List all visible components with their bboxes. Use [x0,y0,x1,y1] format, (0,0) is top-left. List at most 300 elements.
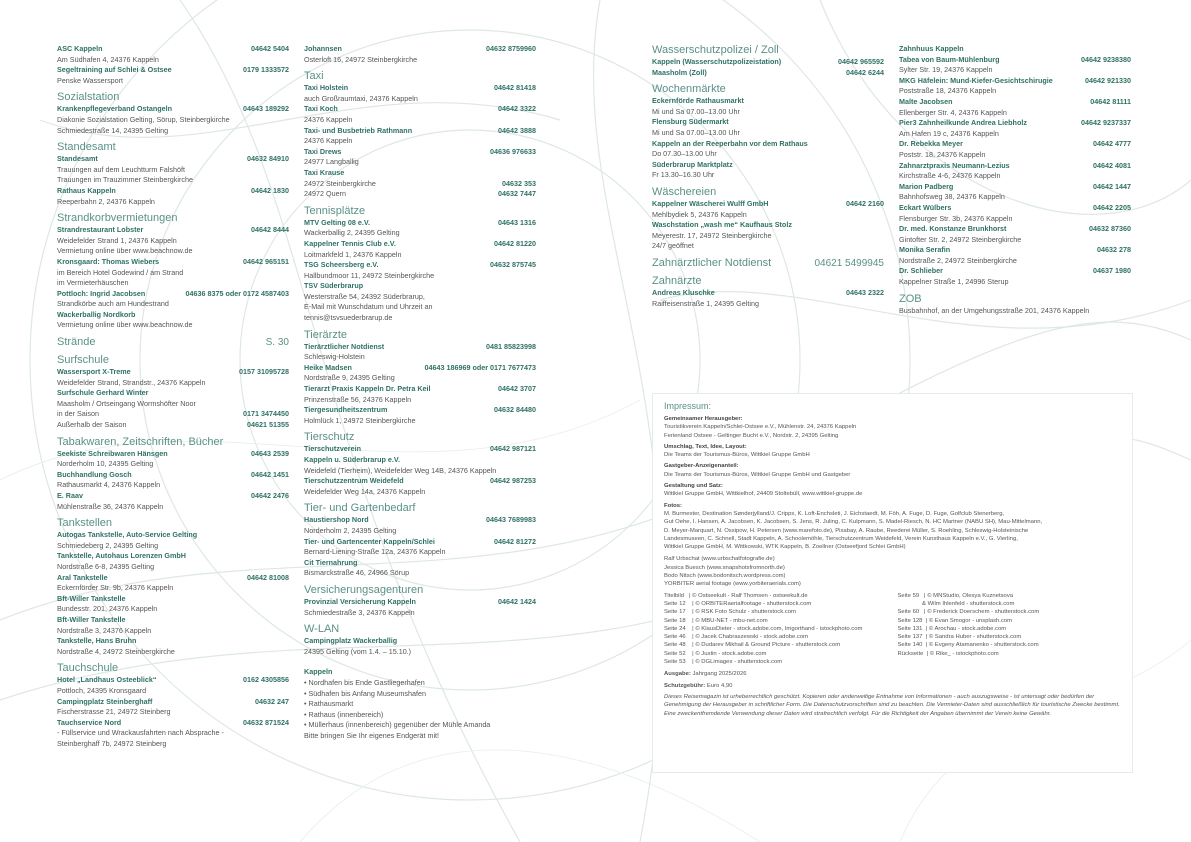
entry-detail-line: Osterloft 16, 24972 Steinbergkirche [304,54,418,64]
photo-credit-line: Seite 53 | © DGLimages - shutterstock.com [664,659,783,666]
entry-detail-line: Vermietung online über www.beachnow.de [57,246,193,256]
impressum-line: YORBITER aerial footage (www.yorbiteraerials.com) [664,581,801,588]
directory-entry [652,139,884,160]
directory-entry [304,104,536,125]
entry-header [304,636,536,647]
entry-header [899,76,1131,87]
entry-header [304,405,536,416]
entry-phone: 0481 85823998 [486,341,536,351]
entry-detail-line: Kappelner Straße 1, 24996 Sterup [899,277,1009,287]
entry-detail-line: Nordstraße 2, 24972 Steinbergkirche [899,255,1017,265]
directory-entry [304,667,536,741]
entry-detail-line: Am Südhafen 4, 24376 Kappeln [57,54,159,64]
entry-header [304,44,536,55]
entry-detail-line: Bismarckstraße 46, 24966 Sörup [304,568,410,578]
entry-header [304,363,536,374]
section-heading: Surfschule [57,354,109,367]
entry-detail-line: Ellenberger Str. 4, 24376 Kappeln [899,107,1007,117]
entry-detail-line: Do 07.30–13.00 Uhr [652,149,717,159]
fee-label: Schutzgebühr: [664,682,706,689]
entry-header [57,697,289,708]
entry-header [304,239,536,250]
entry-header [57,551,289,562]
entry-detail-line: Gintofter Str. 2, 24972 Steinbergkirche [899,234,1022,244]
section-heading: Taxi [304,70,324,83]
directory-entry [652,57,884,68]
entry-phone: 04632 247 [255,696,289,706]
entry-header [899,182,1131,193]
impressum-line: Touristikverein Kappeln/Schlei-Ostsee e.V., Mühlenstr. 24, 24376 Kappeln [664,424,857,431]
directory-entry [304,455,536,476]
directory-entry [57,225,289,257]
directory-entry [57,44,289,65]
entry-phone: 04632 875745 [490,260,536,270]
entry-header [57,388,289,399]
entry-name: Standesamt [57,154,98,164]
entry-name: Marion Padberg [899,181,954,191]
entry-detail-line: Weidefelder Weg 14a, 24376 Kappeln [304,486,426,496]
photo-credits-left [664,592,888,667]
entry-name: Heike Madsen [304,362,352,372]
impressum-section-label: Gemeinsamer Herausgeber: [664,416,743,422]
directory-entry [899,245,1131,266]
entry-header [652,117,884,128]
entry-detail-line: Poststr. 18, 24376 Kappeln [899,149,986,159]
photo-credit-line: Seite 12 | © ORBITERaerialfootage - shutterstock.com [664,600,812,607]
entry-header [57,470,289,481]
directory-entry [304,384,536,405]
entry-phone: 0179 1333572 [243,65,289,75]
entry-header [304,558,536,569]
entry-detail-line: Fischerstrasse 21, 24972 Steinberg [57,707,171,717]
entry-name: Kappelner Tennis Club e.V. [304,238,396,248]
entry-name: Maasholm (Zoll) [652,67,707,77]
impressum-section-label: Gastgeber-Anzeigenanteil: [664,463,739,470]
plain-row [57,409,289,420]
entry-detail-line: E-Mail mit Wunschdatum und Uhrzeit an [304,302,433,312]
directory-entry [57,573,289,594]
entry-phone: 04642 81220 [494,238,536,248]
entry-detail-line: Loitmarkfeld 1, 24376 Kappeln [304,249,402,259]
impressum-line: Wittkiel Gruppe GmbH, Wittkielhof, 24409 Stoltebüll, www.wittkiel-gruppe.de [664,491,863,498]
entry-header [652,160,884,171]
directory-entry [304,147,536,168]
entry-name: Tierarzt Praxis Kappeln Dr. Petra Keil [304,384,431,394]
entry-header [304,384,536,395]
entry-header [57,718,289,729]
entry-header [304,168,536,179]
directory-entry [57,104,289,136]
entry-detail-line: Norderholm 10, 24395 Gelting [57,459,154,469]
entry-name: Taxi Holstein [304,83,349,93]
section-heading: ZOB [899,292,922,305]
entry-name: Rathaus Kappeln [57,185,116,195]
entry-header [899,266,1131,277]
directory-entry [57,697,289,718]
entry-name: Tiergesundheitszentrum [304,405,388,415]
entry-header [899,203,1131,214]
column-4 [899,44,1131,316]
directory-entry [304,342,536,363]
entry-name: Flensburg Südermarkt [652,117,729,127]
photo-credit-line: Seite 128 | © Evan Smogor - unsplash.com [897,617,1013,624]
entry-detail-line: Bitte bringen Sie Ihr eigenes Endgerät mit! [304,730,440,740]
entry-detail-line: Bernard-Liening-Straße 12a, 24376 Kappeln [304,547,446,557]
entry-phone: 04642 6244 [846,67,884,77]
directory-entry [57,594,289,615]
entry-header [304,476,536,487]
entry-detail-line: Schmiedestraße 3, 24376 Kappeln [304,607,415,617]
entry-detail-line: im Bereich Hotel Godewind / am Strand [57,267,184,277]
entry-name: Tauchservice Nord [57,717,122,727]
entry-phone: 04643 186969 oder 0171 7677473 [424,362,536,372]
directory-entry [57,310,289,331]
edition-label: Ausgabe: [664,671,691,678]
entry-name: Malte Jacobsen [899,96,953,106]
entry-detail-line: Mi und Sa 07.00–13.00 Uhr [652,106,740,116]
plain-row [304,189,536,200]
entry-header [57,310,289,321]
entry-name: Eckernförde Rathausmarkt [652,96,744,106]
entry-header [57,154,289,165]
entry-name: Pier3 Zahnheilkunde Andrea Liebholz [899,118,1027,128]
entry-name: Andreas Kluschke [652,287,715,297]
impressum-line: Ferienland Ostsee - Geltinger Bucht e.V., Nordstr. 2, 24395 Gelting [664,432,839,439]
directory-entry [899,306,1131,317]
entry-detail-line: 24977 Langballig [304,157,359,167]
section-heading-text: Strände [57,336,96,349]
entry-detail-line: Trauungen auf dem Leuchtturm Falshöft [57,164,185,174]
entry-phone: 04642 2476 [251,491,289,500]
entry-name: Taxi Koch [304,104,338,114]
entry-phone: 04643 2539 [251,448,289,458]
entry-name: TSG Scheersberg e.V. [304,260,379,270]
entry-name: Tierärztlicher Notdienst [304,341,385,351]
directory-entry [899,55,1131,76]
entry-phone: 04632 87360 [1089,224,1131,234]
impressum-line: Die Teams der Tourismus-Büros, Wittkiel Gruppe GmbH und Gastgeber [664,471,851,478]
entry-phone: 04632 8759960 [486,44,536,53]
photo-credit-line: Rückseite | © Rike_ - istockphoto.com [897,650,999,657]
entry-detail-line: Schmiedeberg 2, 24395 Gelting [57,540,159,550]
impressum-line: Bodo Nitsch (www.bodonitsch.wordpress.com) [664,573,786,580]
entry-header [304,537,536,548]
entry-header [652,68,884,79]
directory-entry [899,161,1131,182]
entry-phone: 04642 81008 [247,572,289,582]
entry-detail-line: Nordstraße 4, 24972 Steinbergkirche [57,646,175,656]
directory-entry [57,636,289,657]
section-heading-with-reference [57,336,289,349]
plain-row [304,179,536,190]
photo-credits-right [898,592,1122,667]
directory-entry [652,160,884,181]
photo-credit-line: Seite 59 | © MNStudio, Olesya Kuznetsova [897,592,1014,599]
impressum-line: Ralf Urbschat (www.urbschatfotografie.de) [664,556,775,563]
entry-detail-line: Pottloch, 24395 Kronsgaard [57,685,147,695]
section-heading: Sozialstation [57,91,120,104]
entry-header [899,97,1131,108]
entry-detail-line: Maasholm / Ortseingang Wormshöfter Noor [57,398,196,408]
entry-header [57,594,289,605]
entry-detail-line: Schleswig-Holstein [304,352,365,362]
impressum-line: M. Burmester, Destination Sønderjylland/J. Cripps, K. Loft-Enchsleti, J. Eichstaedt, M. Föh, A. Fuge, D. Fuge, Golfclub Stenerberg, [664,510,1005,517]
entry-phone: 04642 4081 [1093,160,1131,170]
entry-name: Seekiste Schreibwaren Hänsgen [57,448,168,458]
directory-entry [899,266,1131,287]
entry-header [652,220,884,231]
section-heading-with-reference [652,257,884,270]
entry-name: Johannsen [304,44,342,53]
photo-credit-line: Seite 137 | © Sandra Huber - shutterstock.com [897,634,1022,641]
entry-phone: 04632 84480 [494,405,536,415]
entry-name: Dr. med. Konstanze Brunkhorst [899,224,1007,234]
entry-name: Süderbrarup Marktplatz [652,159,733,169]
photo-credit-line: Titelbild | © Ostseekult - Ralf Thomsen - ostseekult.de [664,592,808,599]
entry-detail-line: Mehlbydiek 5, 24376 Kappeln [652,209,747,219]
directory-entry [57,367,289,388]
directory-entry [652,68,884,79]
entry-header [57,44,289,55]
entry-detail-line: Vermietung online über www.beachnow.de [57,320,193,330]
entry-detail-line: Weidefelder Strand, Strandstr., 24376 Kappeln [57,377,206,387]
directory-entry [899,139,1131,160]
directory-entry [304,597,536,618]
entry-detail-line: Reeperbahn 2, 24376 Kappeln [57,196,155,206]
section-heading: Strandkorbvermietungen [57,212,178,225]
entry-detail-line: Raiffeisenstraße 1, 24395 Gelting [652,298,759,308]
entry-detail-line: Wackerballig 2, 24395 Gelting [304,228,400,238]
entry-phone: 04642 5404 [251,44,289,53]
directory-entry [57,530,289,551]
directory-entry [304,83,536,104]
section-reference: S. 30 [265,337,289,349]
entry-detail-line: 24395 Gelting (vom 1.4. – 15.10.) [304,646,412,656]
entry-detail-line: Steinberghaff 7b, 24972 Steinberg [57,738,167,748]
entry-name: Pottloch: Ingrid Jacobsen [57,288,146,298]
edition-value: Jahrgang 2025/2026 [692,671,747,678]
directory-entry [57,186,289,207]
entry-header [57,449,289,460]
entry-detail-line: • Nordhafen bis Ende Gastliegerhafen [304,677,425,687]
entry-phone: 04642 2205 [1093,202,1131,212]
entry-phone: 04632 84910 [247,154,289,164]
disclaimer-text: Dieses Reisemagazin ist urheberrechtlich geschützt. Kopieren oder anderweitige Entnahme von Informationen - auch auszugsweise - ist untersagt oder bedürfen der Genehmigung der Herausgeber in schriftlicher Form. Die Datenschutzvorschriften sind zu beachten. Die Vermieter-Daten sind ausschließlich für touristische Zwecke bestimmt. Eine zweckentfremdende Verwendung dieser Daten wird strafrechtlich verfolgt. Für die Richtigkeit der Angaben übernimmt der Verein keine Gewähr. [664,693,1120,717]
entry-detail-line: Hallbundmoor 11, 24972 Steinbergkirche [304,270,435,280]
spacer [304,657,536,667]
directory-entry [899,97,1131,118]
entry-detail-line: im Vermieterhäuschen [57,278,129,288]
section-heading: Standesamt [57,141,116,154]
entry-header [304,83,536,94]
photo-credit-line: Seite 18 | © MBU-NET - mbu-net.com [664,617,768,624]
directory-entry [304,126,536,147]
plain-row [57,420,289,431]
entry-name: Hotel „Landhaus Osteeblick“ [57,675,157,685]
entry-phone: 04636 8375 oder 0172 4587403 [185,288,289,298]
entry-detail-line: tennis@tsvsuederbrarup.de [304,313,393,323]
entry-detail-line: Prinzenstraße 56, 24376 Kappeln [304,394,412,404]
entry-header [57,186,289,197]
section-heading: Tabakwaren, Zeitschriften, Bücher [57,435,224,448]
entry-name: Zahnhuus Kappeln [899,44,964,53]
entry-name: Monika Serafin [899,245,951,255]
directory-entry [652,199,884,220]
entry-detail-line: Weidefeld (Tierheim), Weidefelder Weg 14B, 24376 Kappeln [304,465,497,475]
entry-name: Kappeln [304,667,333,677]
column-2 [304,44,536,741]
entry-name: Dr. Schlieber [899,266,943,276]
impressum-box [652,393,1133,773]
entry-detail-line: Bundesstr. 201, 24376 Kappeln [57,604,158,614]
entry-header [652,139,884,150]
impressum-line: Landesmuseen, C. Schnell, Stadt Kappeln, A. Schoolemöhle, Tierschutzzentrum Weidefeld, Verein Kunsthaus Kappeln e.V., G. Vierling, [664,535,1018,542]
entry-detail-line: 24/7 geöffnet [652,241,694,251]
entry-header [304,260,536,271]
entry-detail-line: Sylter Str. 19, 24376 Kappeln [899,65,993,75]
directory-entry [899,44,1131,55]
entry-detail-line: Busbahnhof, an der Umgehungsstraße 201, 24376 Kappeln [899,305,1090,315]
impressum-section-body [664,423,1121,440]
column-1 [57,44,289,749]
entry-header [57,615,289,626]
entry-name: Tier- und Gartencenter Kappeln/Schlei [304,536,435,546]
entry-name: Waschstation „wash me“ Kaufhaus Stolz [652,220,792,230]
entry-header [899,224,1131,235]
entry-name: Krankenpflegeverband Ostangeln [57,104,173,114]
entry-phone: 04642 9238380 [1081,54,1131,64]
entry-name: Kappeln (Wasserschutzpolizeistation) [652,57,782,66]
entry-detail-line: Westerstraße 54, 24392 Süderbrarup, [304,291,425,301]
entry-phone: 04642 81418 [494,83,536,93]
directory-entry [304,636,536,657]
entry-name: Provinzial Versicherung Kappeln [304,596,416,606]
entry-header [304,667,536,678]
directory-entry [652,96,884,117]
entry-name: ASC Kappeln [57,44,103,53]
directory-entry [304,476,536,497]
impressum-line: Jessica Buesch (www.snapshotsfromnorth.de) [664,564,785,571]
entry-phone: 04642 1451 [251,469,289,479]
directory-entry [57,491,289,512]
impressum-section-label: Gestaltung und Satz: [664,483,723,490]
entry-detail-line: Rathausmarkt 4, 24376 Kappeln [57,480,161,490]
entry-header [304,147,536,158]
entry-name: Buchhandlung Gosch [57,469,132,479]
entry-name: TSV Süderbrarup [304,281,364,291]
entry-header [57,225,289,236]
entry-detail-line: Weidefelder Strand 1, 24376 Kappeln [57,235,177,245]
entry-header [652,199,884,210]
entry-name: Tankstelle, Autohaus Lorenzen GmbH [57,551,186,561]
entry-phone: 0162 4305856 [243,675,289,685]
entry-detail-line: auch Großraumtaxi, 24376 Kappeln [304,93,418,103]
entry-detail-line: Nordstraße 9, 24395 Gelting [304,373,395,383]
impressum-line: Die Teams der Tourismus-Büros, Wittkiel Gruppe GmbH [664,452,810,459]
entry-detail-line: Holmlück 1, 24972 Steinbergkirche [304,415,416,425]
entry-detail-line: Flensburger Str. 3b, 24376 Kappeln [899,213,1013,223]
photo-credit-line: Seite 48 | © Dudarev Mikhail & Ground Picture - shutterstock.com [664,642,841,649]
entry-name: Eckart Wülbers [899,202,952,212]
entry-phone: 04642 987253 [490,476,536,486]
impressum-section-body [664,555,1121,588]
photo-credit-line: Seite 46 | © Jacek Chabraszewski - stock.adobe.com [664,634,809,641]
impressum-line: Wittkiel Gruppe GmbH, M. Wittkowski, WTK Kappeln, B. Zoellner (Ostseefjord Schlei GmbH) [664,544,906,551]
section-heading: Wasserschutzpolizei / Zoll [652,44,779,56]
entry-detail-line: Kirchstraße 4-6, 24376 Kappeln [899,171,1001,181]
directory-entry [899,182,1131,203]
entry-detail-line: Trauungen im Trauzimmer Steinbergkirche [57,175,193,185]
entry-detail-line: • Rathausmarkt [304,699,354,709]
directory-entry [652,220,884,252]
directory-entry [304,44,536,65]
directory-entry [304,363,536,384]
entry-header [57,636,289,647]
entry-phone: 04642 8444 [251,225,289,235]
entry-phone: 04642 81111 [1090,96,1131,106]
plain-row-text: 24972 Steinbergkirche [304,178,376,188]
entry-header [304,455,536,466]
entry-header [304,218,536,229]
entry-name: Kappelner Wäscherei Wulff GmbH [652,198,769,208]
column-3 [652,44,884,309]
entry-header [57,257,289,268]
entry-header [57,675,289,686]
directory-entry [304,405,536,426]
plain-row-text: in der Saison [57,409,99,419]
impressum-line: D. Meyer-Marquart, N. Ossipow, H. Petersen (www.marefoto.de), Pixabay, A. Raube, Reederei Müller, S. Roehling, Schleswig-Holsteinische [664,527,1029,534]
entry-detail-line: Penske Wassersport [57,75,124,85]
photo-credits [664,592,1121,667]
entry-name: E. Raav [57,491,83,500]
entry-phone: 04642 9237337 [1081,118,1131,128]
section-heading: Wochenmärkte [652,83,726,96]
directory-entry [652,288,884,309]
section-heading: Wäschereien [652,185,717,198]
photo-credit-line: Seite 52 | © Justin - stock.adobe.com [664,650,767,657]
entry-detail-line: Fr 13.30–16.30 Uhr [652,170,715,180]
entry-header [652,96,884,107]
impressum-title: Impressum: [664,401,712,411]
entry-name: Surfschule Gerhard Winter [57,388,149,398]
entry-phone: 04642 1830 [251,185,289,195]
entry-name: Kronsgaard: Thomas Wiebers [57,256,160,266]
entry-phone: 04643 2322 [846,287,884,297]
entry-name: Taxi Krause [304,167,345,177]
impressum-section-body [664,471,1121,479]
section-heading: Tankstellen [57,517,113,530]
plain-row-text: 24972 Quern [304,189,346,199]
plain-row-phone: 04632 353 [502,178,536,188]
entry-phone: 04643 7689983 [486,515,536,525]
plain-row-phone: 04621 51355 [247,420,289,430]
directory-entry [304,168,536,179]
entry-name: Tankstelle, Hans Bruhn [57,636,137,646]
entry-header [899,44,1131,55]
edition-line [664,670,1121,678]
directory-entry [304,239,536,260]
entry-detail-line: • Müllerhaus (innenbereich) gegenüber der Mühle Amanda [304,720,491,730]
impressum-section-body [664,490,1121,498]
entry-header [57,491,289,502]
entry-name: Aral Tankstelle [57,572,108,582]
directory-entry [304,515,536,536]
entry-phone: 04642 3707 [498,384,536,394]
entry-detail-line: 24376 Kappeln [304,114,353,124]
directory-entry [304,558,536,579]
entry-detail-line: Mühlenstraße 36, 24376 Kappeln [57,501,164,511]
entry-header [304,342,536,353]
